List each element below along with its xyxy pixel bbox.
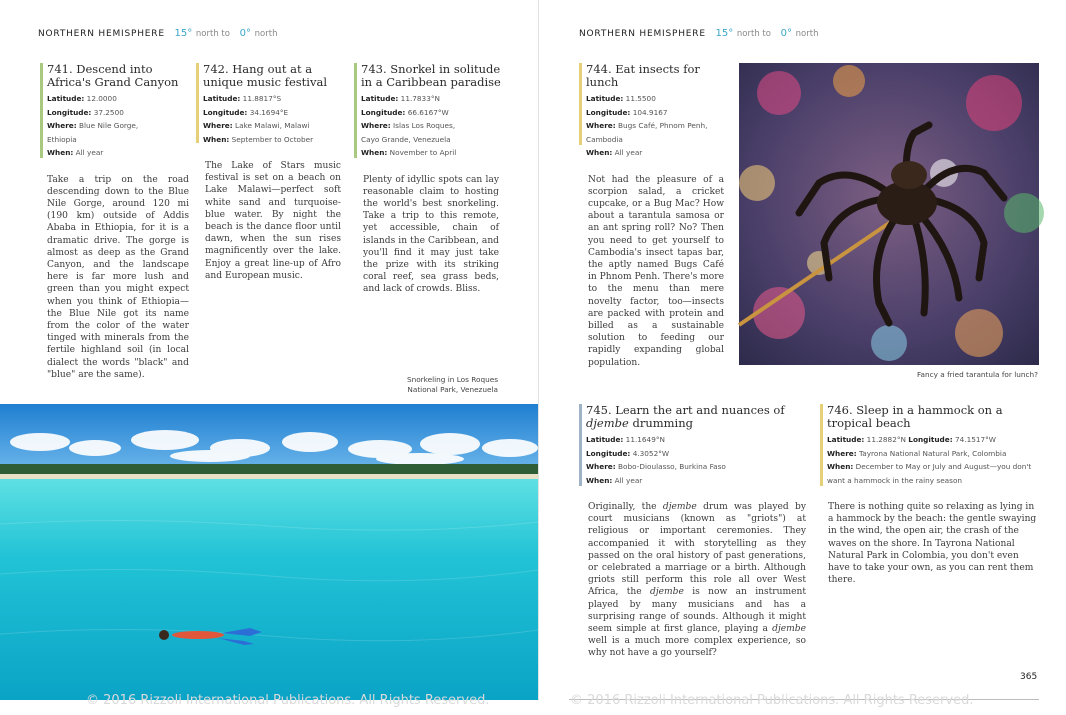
longitude-value: 66.6167°W [407, 107, 449, 117]
entry-body: Take a trip on the road descending down to the Blue Nile Gorge, around 120 mi (190 km) outside of Addis Ababa in Ethiopia, for it is a dramatic drive. The gorge is almost as deep as the Grand Canyon, and the landscape here is far more lush and green than you might expect when you think of Ethiopia—the Blue Nile got its name from the color of the water tinged with minerals from the fertile highland soil (in local dialect the words "black" and "blue" are the same). [47, 174, 189, 380]
entry-accent-bar [354, 63, 357, 158]
where-value: Bobo-Dioulasso, Burkina Faso [618, 462, 726, 471]
photo-caption-line: National Park, Venezuela [407, 385, 498, 394]
running-head-from-word: north to [736, 29, 771, 39]
running-head-to-word: north [254, 29, 278, 39]
entry-title: 744. Eat insects for lunch [586, 62, 700, 89]
running-head-to: 0° [239, 28, 251, 39]
where-label: Where: [47, 121, 77, 130]
latitude-label: Latitude: [203, 94, 241, 103]
latitude-label: Latitude: [586, 94, 624, 103]
where-value: Lake Malawi, Malawi [235, 121, 310, 130]
snorkel-photo-illustration [0, 404, 538, 700]
entry-745 [579, 404, 809, 660]
running-head-section: NORTHERN HEMISPHERE [38, 29, 165, 39]
copyright-watermark: © 2016 Rizzoli International Publications. All Rights Reserved. [570, 693, 974, 708]
entry-body: The Lake of Stars music festival is set on a beach on Lake Malawi—perfect soft white sand and turquoise-blue water. By night the beach is the dance floor until dawn, when the sun rises magnificently over the lake. Enjoy a great line-up of Afro and European music. [205, 161, 341, 281]
where-value: Tayrona National Natural Park, Colombia [859, 448, 1007, 458]
latitude-value: 11.7833°N [400, 94, 440, 103]
when-value: December to May or July and August—you don't want a hammock in the rainy season [827, 462, 1032, 485]
photo-caption [348, 375, 498, 395]
when-value: November to April [389, 148, 457, 157]
longitude-value: 37.2500 [93, 107, 124, 117]
entry-title: 746. Sleep in a hammock on a tropical beach [827, 403, 1003, 430]
italic-term: djembe [772, 624, 806, 635]
when-label: When: [586, 148, 613, 157]
running-head [579, 28, 818, 39]
entry-accent-bar [579, 63, 582, 145]
entry-accent-bar [579, 404, 582, 486]
latitude-value: 11.2882°N [866, 435, 906, 444]
tarantula-photo-illustration [739, 63, 1039, 365]
when-label: When: [827, 462, 854, 471]
running-head-from-word: north to [195, 29, 230, 39]
longitude-value: 74.1517°W [954, 435, 997, 444]
running-head-from: 15° [715, 28, 734, 39]
entry-accent-bar [820, 404, 823, 486]
entry-body [588, 501, 806, 660]
entry-title [586, 404, 809, 430]
body-run: well is a much more complex experience, so why not have a go yourself? [588, 636, 806, 659]
entry-743 [354, 63, 502, 296]
snorkel-photo [0, 404, 538, 700]
photo-caption-line: Snorkeling in Los Roques [406, 375, 498, 384]
running-head-section: NORTHERN HEMISPHERE [579, 29, 706, 39]
italic-term: djembe [650, 587, 684, 598]
entry-accent-bar [40, 63, 43, 158]
latitude-value: 12.0000 [86, 94, 117, 103]
when-value: All year [614, 148, 643, 157]
where-label: Where: [586, 462, 616, 471]
running-head [38, 28, 277, 39]
entry-title: 742. Hang out at a unique music festival [203, 62, 328, 89]
body-run: is now an instrument played by many musicians and has a surprising range of sounds. Although it might seem simple at first glance, playing a [588, 587, 807, 635]
body-run: Originally, the [588, 502, 663, 512]
when-label: When: [203, 134, 230, 144]
entry-title-part: drumming [628, 416, 693, 430]
where-label: Where: [827, 448, 857, 458]
tarantula-photo [739, 63, 1039, 365]
running-head-from: 15° [174, 28, 193, 39]
longitude-value: 4.3052°W [632, 448, 670, 458]
entry-title: 743. Snorkel in solitude in a Caribbean paradise [361, 62, 501, 89]
latitude-value: 11.8817°S [242, 94, 282, 103]
entry-title-italic: djembe [586, 416, 629, 430]
where-label: Where: [203, 121, 233, 130]
where-label: Where: [586, 121, 616, 130]
longitude-label: Longitude: [361, 107, 406, 117]
when-value: All year [614, 475, 643, 485]
where-value: Bugs Café, Phnom Penh, Cambodia [586, 121, 708, 144]
longitude-label: Longitude: [586, 448, 631, 458]
photo-caption: Fancy a fried tarantula for lunch? [917, 370, 1038, 379]
latitude-label: Latitude: [47, 94, 85, 103]
entry-body: Not had the pleasure of a scorpion salad, a cricket cupcake, or a Bug Mac? How about a tarantula samosa or an ant spring roll? No? Then you need to get yourself to Cambodia's insect tapas bar, the aptly named Bugs Café in Phnom Penh. There's more to the menu than mere novelty factor, too—insects are packed with protein and billed as a sustainable solution to feeding our rapidly expanding global population. [588, 174, 724, 368]
latitude-label: Latitude: [586, 435, 624, 444]
when-label: When: [47, 148, 74, 157]
entry-741 [40, 62, 189, 381]
latitude-label: Latitude: [361, 94, 399, 103]
when-value: September to October [231, 134, 314, 144]
page-number: 365 [1020, 672, 1038, 682]
where-value: Islas Los Roques, Cayo Grande, Venezuela [361, 121, 456, 144]
longitude-label: Longitude: [203, 107, 248, 117]
entry-744 [579, 63, 727, 369]
entry-body: There is nothing quite so relaxing as lying in a hammock by the beach: the gentle swaying in the wind, the open air, the crash of the waves on the shore. In Tayrona National Natural Park in Colombia, you don't even have to take your own, as you can rent them there. [828, 502, 1037, 586]
when-label: When: [361, 148, 388, 157]
latitude-value: 11.5500 [625, 94, 656, 103]
entry-746 [820, 404, 1040, 586]
longitude-label: Longitude: [908, 435, 953, 444]
copyright-watermark: © 2016 Rizzoli International Publications. All Rights Reserved. [86, 693, 490, 708]
entry-title: 741. Descend into Africa's Grand Canyon [47, 62, 179, 89]
left-page [0, 0, 538, 708]
when-label: When: [586, 475, 613, 485]
body-run: drum was played by court musicians (known as "griots") at religious or important ceremonies. They accompanied it with storytelling as they passed on the oral history of past generations, or celebrated a marriage or a birth. Although griots still perform this role all over West Africa, the [588, 502, 806, 598]
when-value: All year [75, 148, 104, 157]
longitude-value: 34.1694°E [249, 107, 289, 117]
right-page [539, 0, 1066, 708]
entry-accent-bar [196, 63, 199, 143]
entry-title-part: 745. Learn the art and nuances of [586, 403, 785, 417]
latitude-value: 11.1649°N [625, 435, 665, 444]
running-head-to: 0° [780, 28, 792, 39]
longitude-value: 104.9167 [632, 107, 668, 117]
longitude-label: Longitude: [586, 107, 631, 117]
running-head-to-word: north [795, 29, 819, 39]
where-label: Where: [361, 121, 391, 130]
longitude-label: Longitude: [47, 107, 92, 117]
italic-term: djembe [662, 502, 697, 512]
latitude-label: Latitude: [827, 435, 865, 444]
entry-742 [196, 63, 344, 282]
entry-body: Plenty of idyllic spots can lay reasonable claim to hosting the world's best snorkeling. Take a trip to this remote, yet accessible, chain of islands in the Caribbean, and you'll find it may just take the prize with its striking coral reef, sea grass beds, and lack of crowds. Bliss. [363, 174, 499, 295]
where-value: Blue Nile Gorge, Ethiopia [47, 121, 139, 144]
